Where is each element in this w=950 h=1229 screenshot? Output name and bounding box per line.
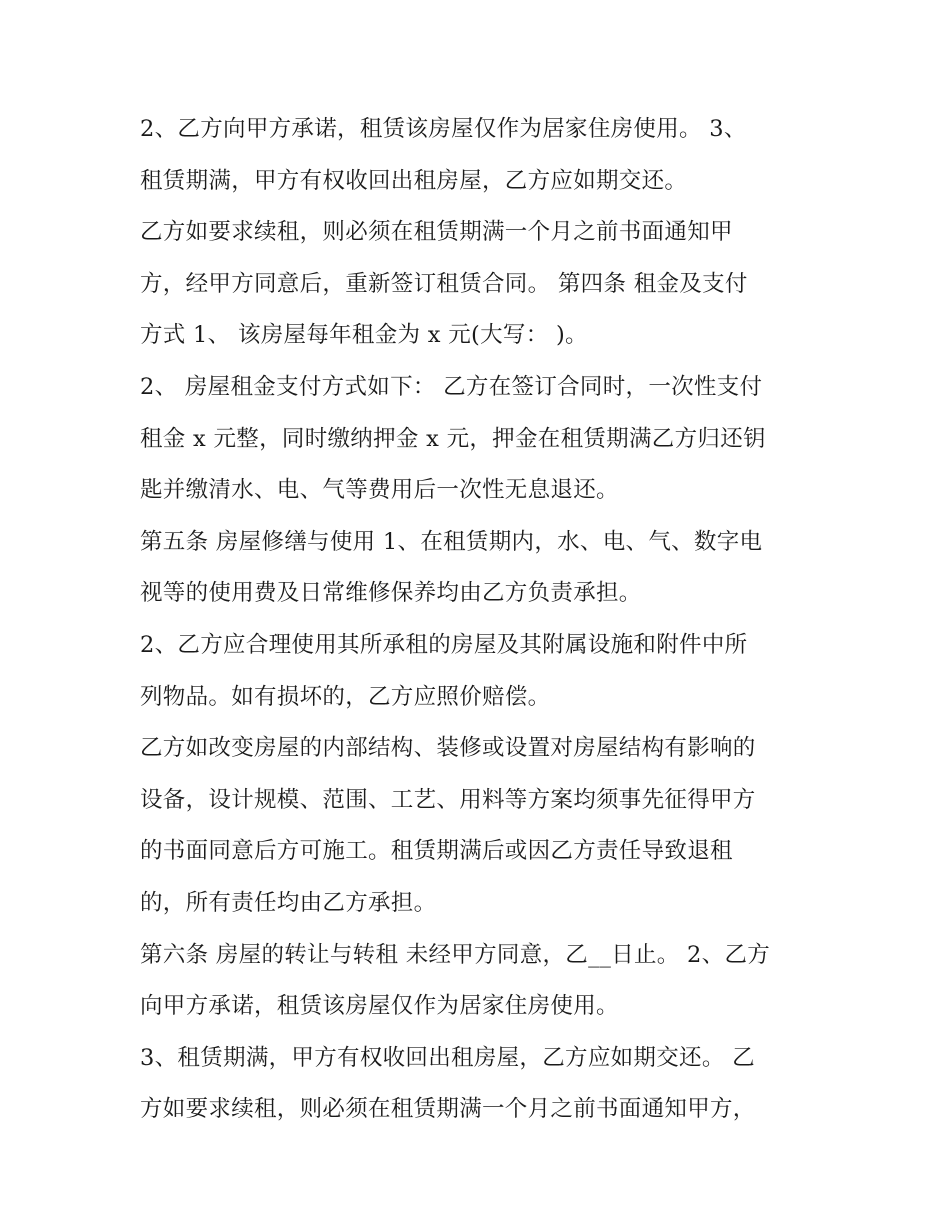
text-line: 的书面同意后方可施工。租赁期满后或因乙方责任导致退租: [140, 838, 733, 865]
text-line: 租赁期满，甲方有权收回出租房屋，乙方应如期交还。: [140, 167, 688, 194]
text-line: 设备，设计规模、范围、工艺、用料等方案均须事先征得甲方: [140, 786, 756, 813]
text-line: 乙方如改变房屋的内部结构、装修或设置对房屋结构有影响的: [140, 735, 756, 762]
text-line: 方式 1、 该房屋每年租金为 x 元(大写： )。: [140, 322, 588, 349]
text-line: 列物品。如有损坏的，乙方应照价赔偿。: [140, 683, 551, 710]
text-line: 2、乙方向甲方承诺，租赁该房屋仅作为居家住房使用。 3、: [140, 116, 747, 142]
text-line: 匙并缴清水、电、气等费用后一次性无息退还。: [140, 477, 619, 504]
text-line: 乙方如要求续租，则必须在租赁期满一个月之前书面通知甲: [140, 219, 733, 246]
text-line: 3、租赁期满，甲方有权收回出租房屋，乙方应如期交还。 乙: [140, 1044, 755, 1071]
text-line: 第六条 房屋的转让与转租 未经甲方同意，乙__日止。 2、乙方: [140, 941, 771, 968]
text-line: 视等的使用费及日常维修保养均由乙方负责承担。: [140, 580, 642, 607]
document-body: [140, 104, 820, 1136]
text-line: 2、乙方应合理使用其所承租的房屋及其附属设施和附件中所: [140, 631, 748, 658]
text-line: 方，经甲方同意后，重新签订租赁合同。 第四条 租金及支付: [140, 270, 748, 297]
text-line: 方如要求续租，则必须在租赁期满一个月之前书面通知甲方，: [140, 1096, 756, 1123]
text-line: 第五条 房屋修缮与使用 1、在租赁期内，水、电、气、数字电: [140, 528, 763, 555]
text-line: 的，所有责任均由乙方承担。: [140, 889, 437, 916]
text-line: 租金 x 元整，同时缴纳押金 x 元，押金在租赁期满乙方归还钥: [140, 425, 766, 452]
text-line: 向甲方承诺，租赁该房屋仅作为居家住房使用。: [140, 993, 619, 1020]
text-line: 2、 房屋租金支付方式如下： 乙方在签订合同时，一次性支付: [140, 373, 763, 400]
